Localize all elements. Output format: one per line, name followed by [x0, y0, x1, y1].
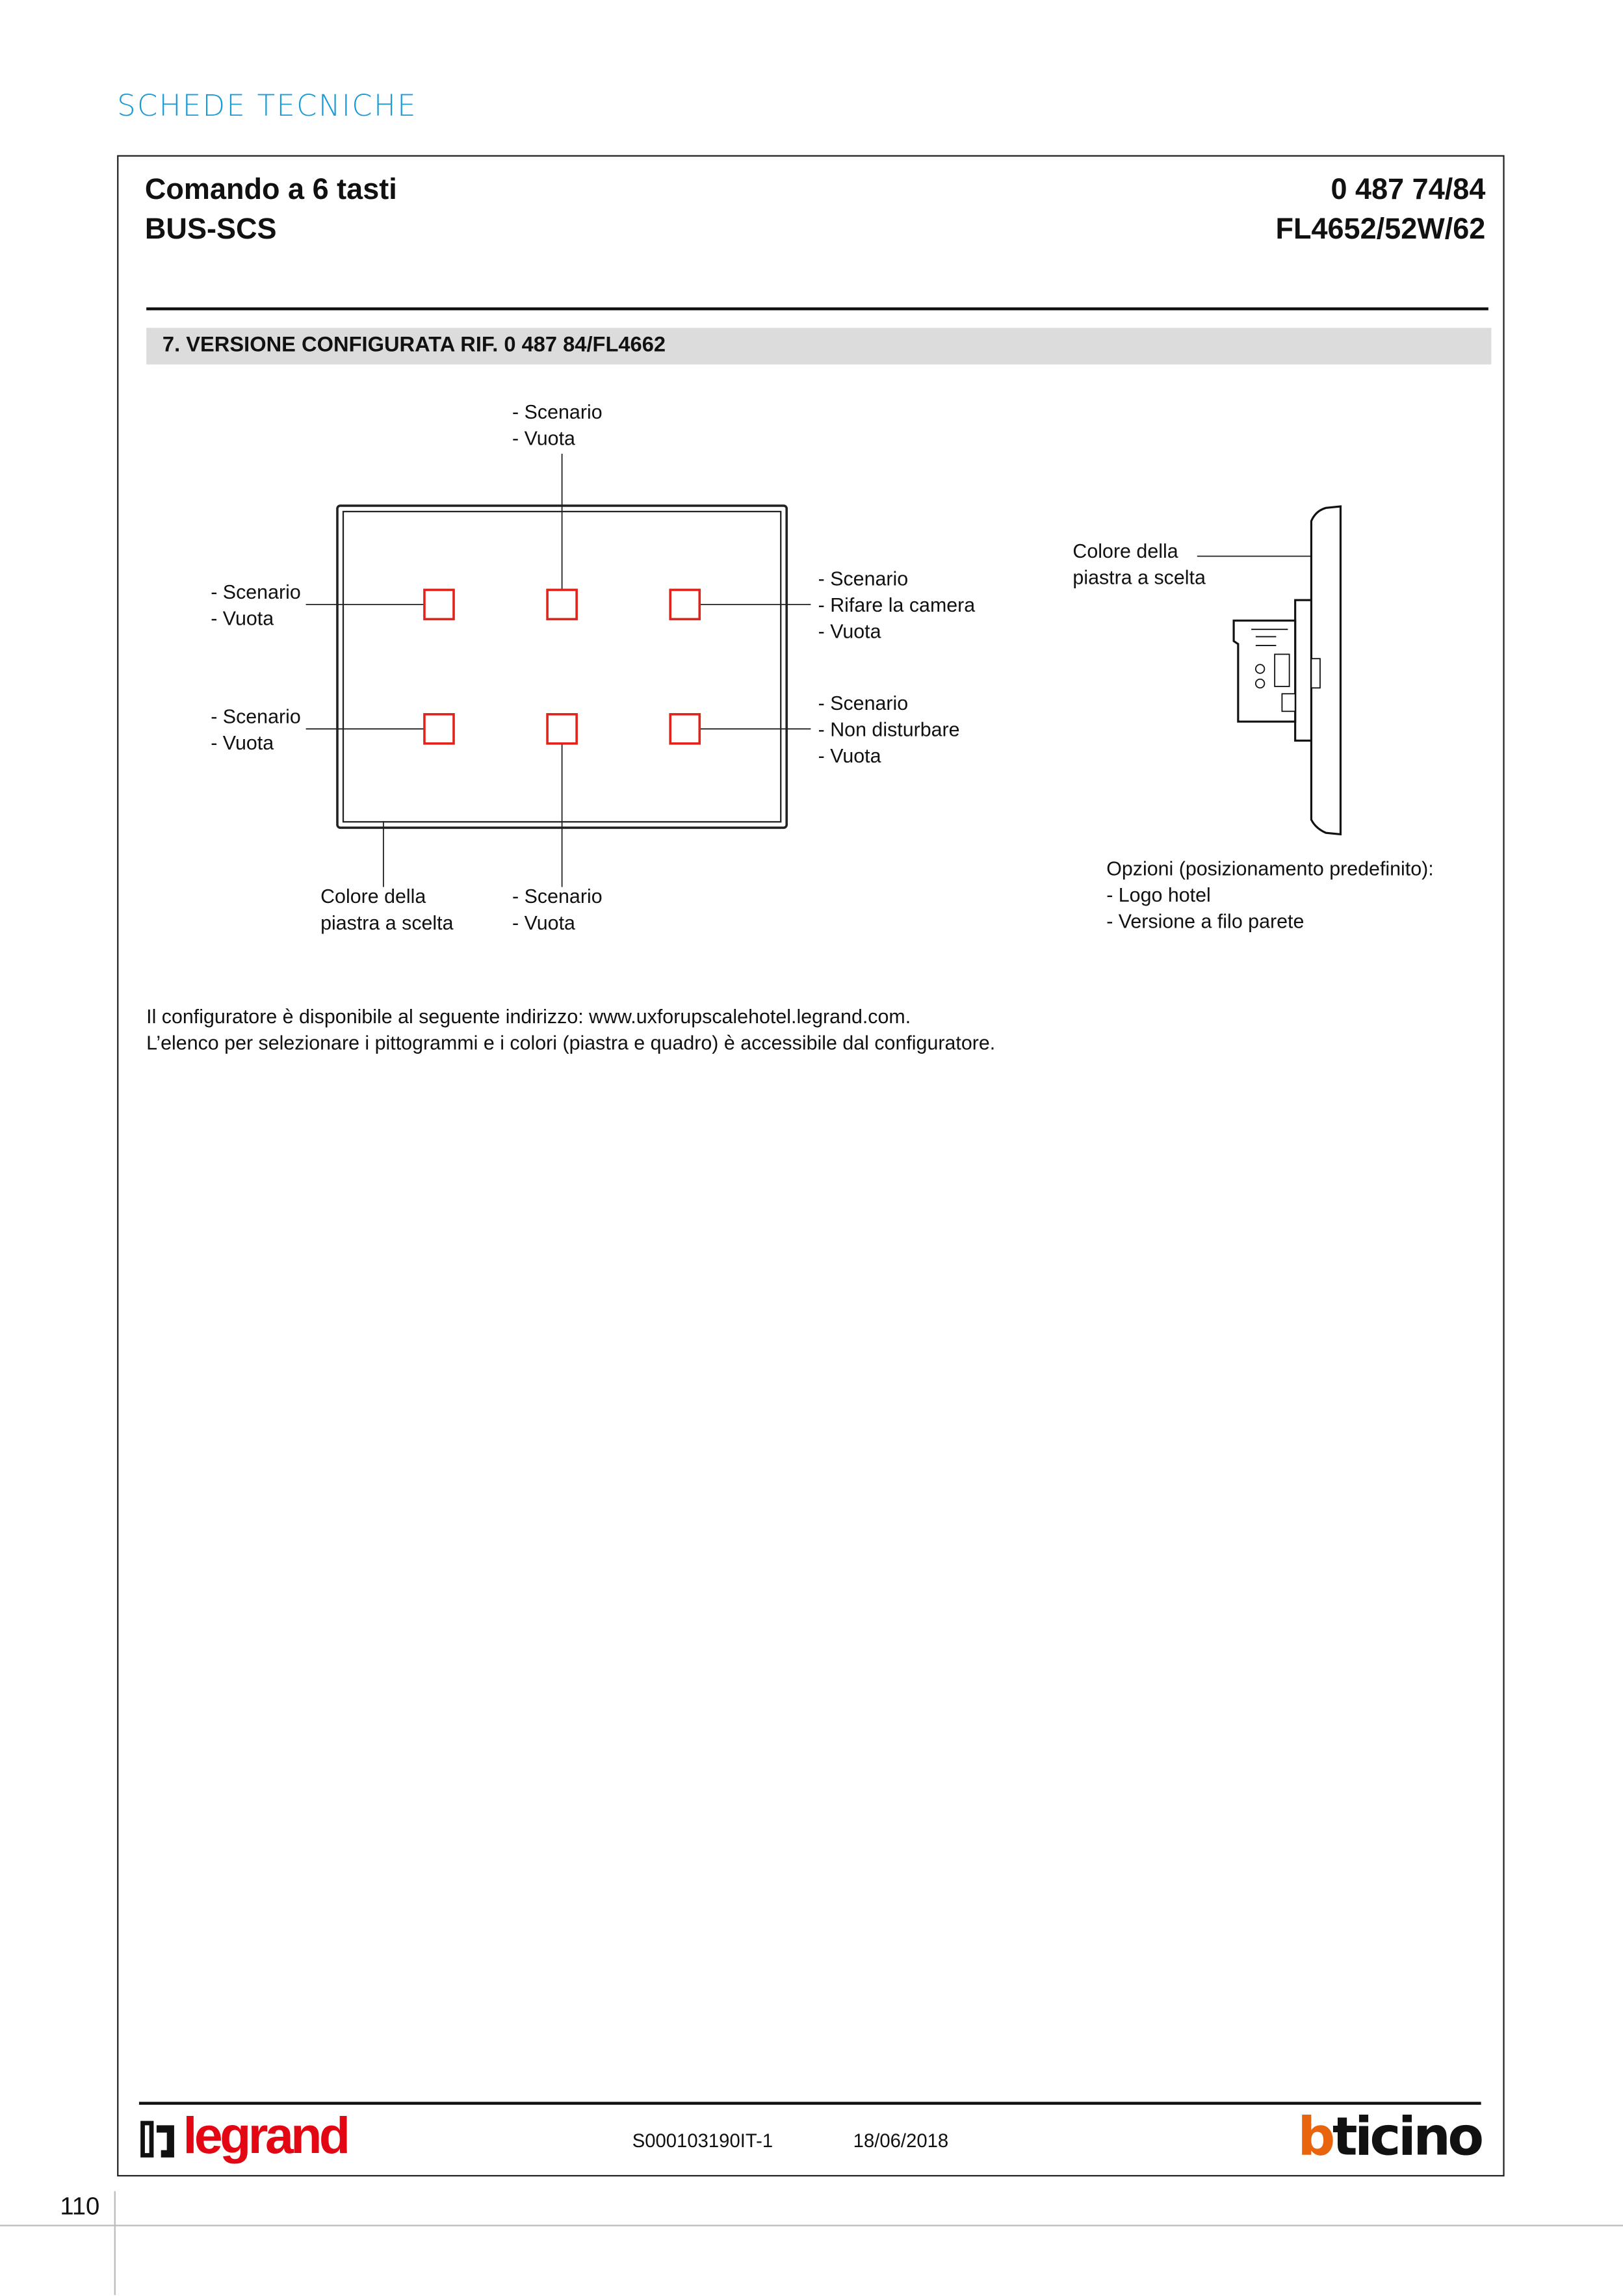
note-configurator: Il configuratore è disponibile al seguente indirizzo: www.uxforupscalehotel.legrand.com.	[146, 1005, 911, 1028]
bticino-wordmark: ticino	[1332, 2107, 1481, 2168]
options-title: Opzioni (posizionamento predefinito):	[1106, 857, 1434, 880]
section-title: 7. VERSIONE CONFIGURATA RIF. 0 487 84/FL4662	[162, 333, 666, 358]
legrand-wordmark: legrand	[183, 2107, 348, 2165]
keys	[424, 590, 699, 743]
label-left-row2	[211, 704, 301, 757]
options-list	[1106, 856, 1434, 935]
note-list: L’elenco per selezionare i pittogrammi e i colori (piastra e quadro) è accessibile dal configuratore.	[146, 1032, 996, 1054]
bticino-b: b	[1297, 2107, 1332, 2168]
key-6	[670, 714, 699, 744]
page-edge-horizontal	[0, 2224, 1623, 2226]
label-plate-color	[320, 884, 453, 937]
label-line: - Rifare la camera	[818, 594, 976, 616]
label-line: piastra a scelta	[320, 911, 454, 934]
label-line: - Vuota	[211, 607, 274, 630]
label-line: - Scenario	[512, 885, 603, 907]
label-line: - Scenario	[818, 567, 909, 590]
option-item: - Logo hotel	[1106, 883, 1211, 906]
document-code: S000103190IT-1	[632, 2130, 773, 2152]
key-5	[547, 714, 577, 744]
label-line: - Vuota	[818, 745, 881, 767]
label-bottom-key	[512, 884, 603, 937]
label-right-row1	[818, 566, 976, 646]
page-number: 110	[60, 2192, 100, 2221]
side-view-device	[1234, 506, 1340, 834]
label-line: - Scenario	[211, 581, 301, 603]
label-line: - Scenario	[512, 400, 603, 423]
key-3	[670, 590, 699, 619]
product-code-line2: FL4652/52W/62	[1275, 213, 1486, 246]
key-1	[424, 590, 454, 619]
bticino-logo	[1297, 2107, 1481, 2167]
label-line: Colore della	[320, 885, 426, 907]
label-line: piastra a scelta	[1072, 566, 1206, 589]
label-line: - Non disturbare	[818, 718, 960, 741]
label-line: - Scenario	[211, 705, 301, 728]
label-line: - Vuota	[818, 620, 881, 643]
page-edge-vertical	[114, 2191, 116, 2295]
key-4	[424, 714, 454, 744]
label-line: - Vuota	[512, 911, 575, 934]
section-header: SCHEDE TECNICHE	[117, 88, 417, 124]
label-line: Colore della	[1072, 540, 1178, 562]
product-name-line2: BUS-SCS	[144, 213, 277, 246]
label-top-key	[512, 400, 603, 452]
footer-divider	[139, 2102, 1481, 2105]
label-line: - Scenario	[818, 692, 909, 714]
label-line: - Vuota	[211, 731, 274, 754]
label-line: - Vuota	[512, 427, 575, 450]
notes	[146, 1004, 995, 1057]
product-name-line1: Comando a 6 tasti	[144, 174, 397, 207]
product-code-line1: 0 487 74/84	[1331, 174, 1486, 207]
document-date: 18/06/2018	[853, 2130, 949, 2152]
label-side-plate-color	[1072, 539, 1205, 592]
legrand-symbol-icon	[139, 2118, 177, 2162]
label-left-row1	[211, 580, 301, 633]
label-right-row2	[818, 691, 960, 770]
option-item: - Versione a filo parete	[1106, 910, 1305, 933]
key-2	[547, 590, 577, 619]
